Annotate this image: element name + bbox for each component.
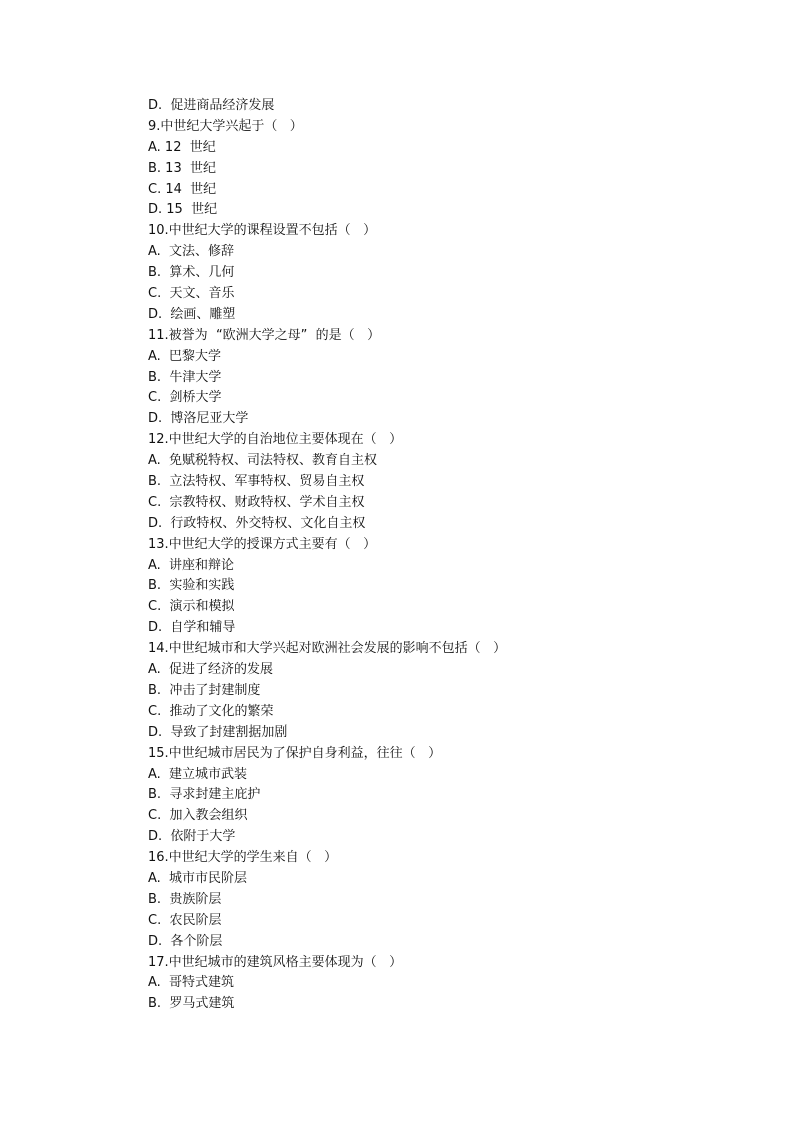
- answer-option: B. 立法特权、军事特权、贸易自主权: [148, 474, 365, 490]
- answer-option: D. 15 世纪: [148, 202, 218, 218]
- answer-option: A. 12 世纪: [148, 139, 216, 155]
- answer-option: B. 算术、几何: [148, 265, 235, 281]
- question-text: 12.中世纪大学的自治地位主要体现在（ ）: [148, 432, 403, 448]
- question-text: 9.中世纪大学兴起于（ ）: [148, 118, 303, 134]
- answer-option: D. 各个阶层: [148, 933, 223, 949]
- answer-option: A. 哥特式建筑: [148, 975, 235, 991]
- answer-option: B. 冲击了封建制度: [148, 682, 261, 698]
- document-page: [148, 96, 748, 1015]
- answer-option: D. 促进商品经济发展: [148, 98, 275, 113]
- question-text: 17.中世纪城市的建筑风格主要体现为（ ）: [148, 954, 403, 970]
- answer-option: B. 实验和实践: [148, 578, 235, 594]
- answer-option: A. 文法、修辞: [148, 244, 235, 260]
- question-text: 11.被誉为 “欧洲大学之母” 的是（ ）: [148, 327, 381, 343]
- question-text: 14.中世纪城市和大学兴起对欧洲社会发展的影响不包括（ ）: [148, 641, 507, 657]
- answer-option: A. 免赋税特权、司法特权、教育自主权: [148, 453, 378, 469]
- answer-option: A. 讲座和辩论: [148, 557, 235, 573]
- answer-option: C. 推动了文化的繁荣: [148, 703, 274, 719]
- answer-option: D. 自学和辅导: [148, 620, 236, 636]
- answer-option: B. 寻求封建主庇护: [148, 787, 261, 803]
- answer-option: C. 加入教会组织: [148, 808, 248, 824]
- answer-option: B. 贵族阶层: [148, 891, 222, 907]
- question-text: 13.中世纪大学的授课方式主要有（ ）: [148, 536, 377, 552]
- answer-option: A. 巴黎大学: [148, 348, 222, 364]
- answer-option: D. 导致了封建割据加剧: [148, 724, 288, 740]
- answer-option: B. 13 世纪: [148, 160, 216, 176]
- question-text: 10.中世纪大学的课程设置不包括（ ）: [148, 223, 377, 239]
- answer-option: B. 罗马式建筑: [148, 996, 235, 1012]
- answer-option: C. 14 世纪: [148, 181, 217, 197]
- answer-option: A. 建立城市武装: [148, 766, 248, 782]
- answer-option: B. 牛津大学: [148, 369, 222, 385]
- answer-option: D. 博洛尼亚大学: [148, 411, 249, 427]
- answer-option: C. 农民阶层: [148, 912, 222, 928]
- answer-option: A. 城市市民阶层: [148, 870, 248, 886]
- answer-option: C. 宗教特权、财政特权、学术自主权: [148, 494, 365, 510]
- question-text: 16.中世纪大学的学生来自（ ）: [148, 850, 338, 866]
- answer-option: A. 促进了经济的发展: [148, 662, 274, 678]
- question-text: 15.中世纪城市居民为了保护自身利益，往往（ ）: [148, 745, 442, 761]
- answer-option: D. 依附于大学: [148, 829, 236, 845]
- answer-option: C. 剑桥大学: [148, 390, 222, 406]
- answer-option: D. 行政特权、外交特权、文化自主权: [148, 515, 366, 531]
- answer-option: C. 演示和模拟: [148, 599, 235, 615]
- answer-option: D. 绘画、雕塑: [148, 306, 236, 322]
- answer-option: C. 天文、音乐: [148, 286, 235, 302]
